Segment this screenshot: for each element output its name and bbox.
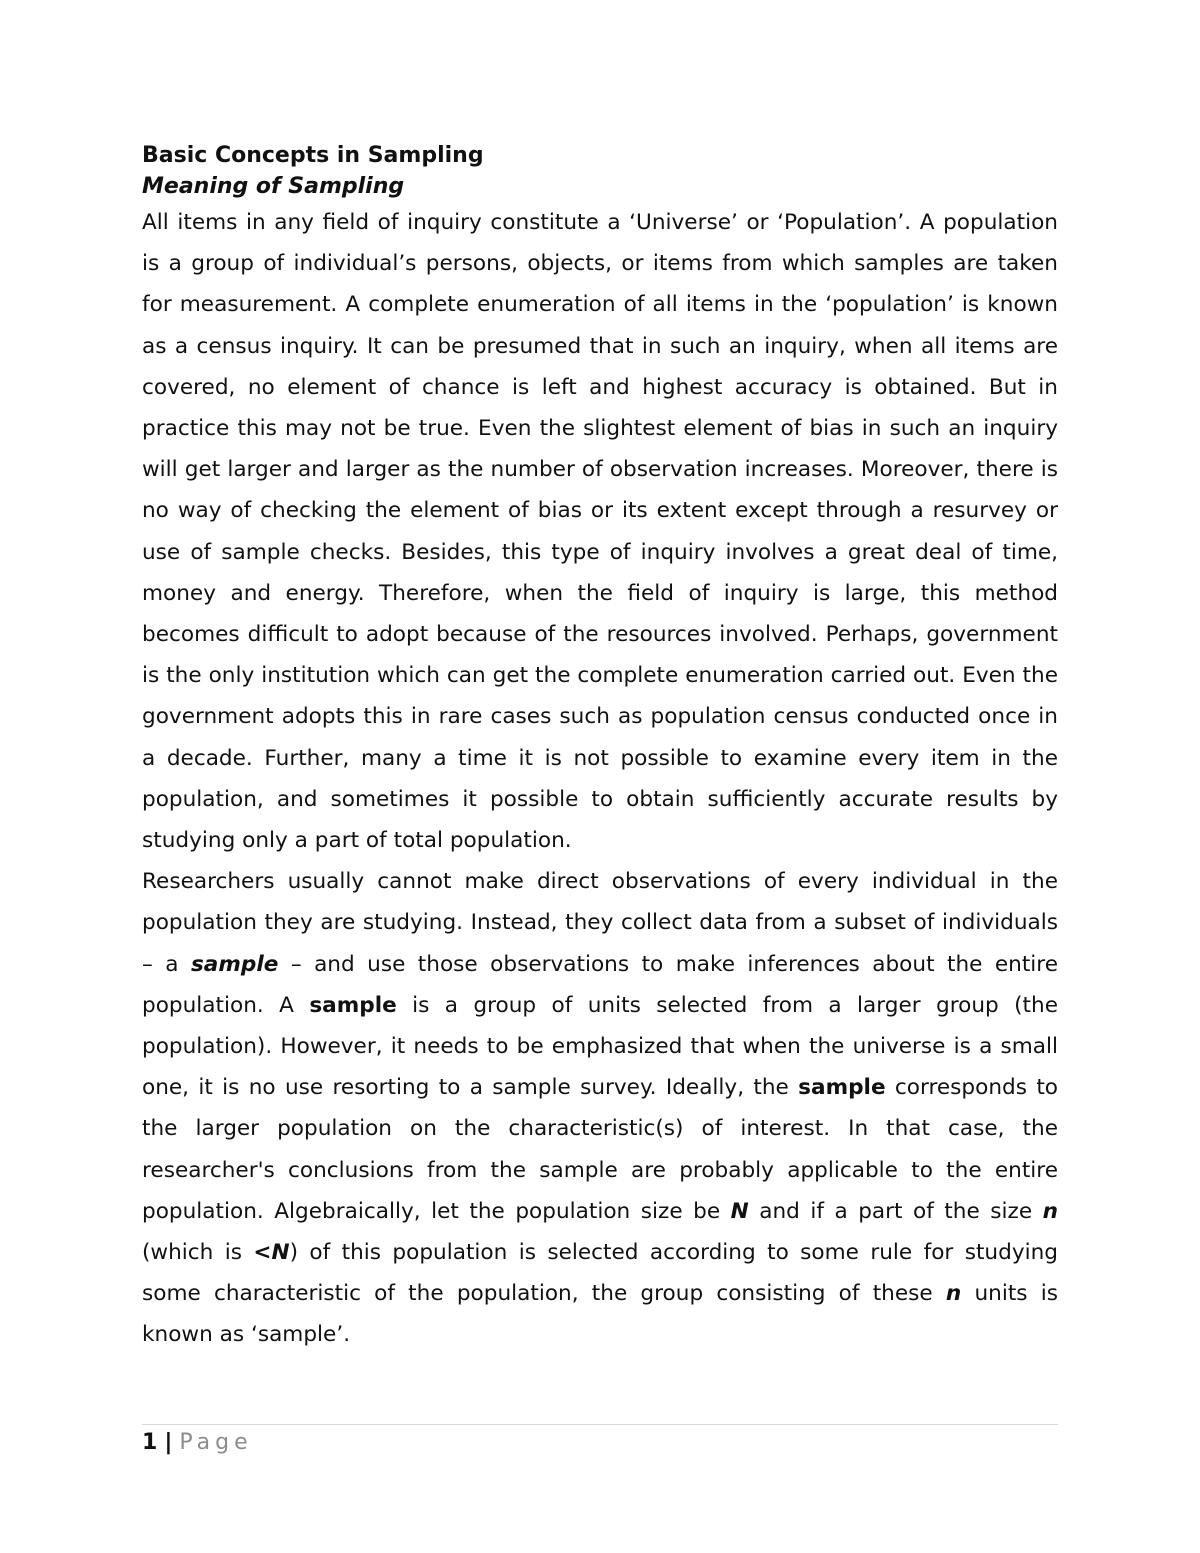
- document-title: Basic Concepts in Sampling: [142, 143, 484, 168]
- page-label: Page: [179, 1430, 253, 1455]
- page-number: 1: [142, 1430, 158, 1455]
- text-run: and if a part of the size: [748, 1198, 1043, 1224]
- paragraph-sample: [142, 861, 1058, 1355]
- text-run: ) of this population is selected according to some rule for studying some characteristic of the population, the group consisting of these: [142, 1240, 1058, 1307]
- text-run: units is known as ‘sample’.: [142, 1281, 1058, 1348]
- text-run: (which is: [142, 1240, 254, 1266]
- page-footer: [142, 1428, 253, 1458]
- term-sample: sample: [798, 1075, 886, 1101]
- text-run: corresponds to the larger population on the characteristic(s) of interest. In that case, the researcher's conclusions from the sample are probably applicable to the entire population. Algebraically, let the population size be: [142, 1075, 1058, 1224]
- footer-separator: |: [164, 1430, 173, 1455]
- paragraph-population: All items in any field of inquiry constitute a ‘Universe’ or ‘Population’. A population is a group of individual’s persons, objects, or items from which samples are taken for measurement. A complete enumeration of all items in the ‘population’ is known as a census inquiry. It can be presumed that in such an inquiry, when all items are covered, no element of chance is left and highest accuracy is obtained. But in practice this may not be true. Even the slightest element of bias in such an inquiry will get larger and larger as the number of observation increases. Moreover, there is no way of checking the element of bias or its extent except through a resurvey or use of sample checks. Besides, this type of inquiry involves a great deal of time, money and energy. Therefore, when the field of inquiry is large, this method becomes difficult to adopt because of the resources involved. Perhaps, government is the only institution which can get the complete enumeration carried out. Even the government adopts this in rare cases such as population census conducted once in a decade. Further, many a time it is not possible to examine every item in the population, and sometimes it possible to obtain sufficiently accurate results by studying only a part of total population.: [142, 210, 1058, 854]
- footer-divider: [142, 1424, 1058, 1425]
- text-run: – and use those observations to make inferences about the entire population. A: [142, 951, 1058, 1018]
- variable-N: N: [730, 1198, 749, 1224]
- text-run: Researchers usually cannot make direct observations of every individual in the population they are studying. Instead, they collect data from a subset of individuals – a: [142, 869, 1058, 977]
- variable-less-than-N: <N: [253, 1240, 290, 1266]
- document-page: [142, 140, 1058, 1356]
- term-sample-emphasis: sample: [190, 951, 279, 977]
- text-run: is a group of units selected from a larger group (the population). However, it needs to be emphasized that when the universe is a small one, it is no use resorting to a sample survey. Ideally, the: [142, 992, 1058, 1101]
- variable-n: n: [945, 1281, 962, 1307]
- term-sample: sample: [309, 992, 397, 1018]
- variable-n: n: [1042, 1198, 1059, 1224]
- section-heading: Meaning of Sampling: [142, 174, 405, 199]
